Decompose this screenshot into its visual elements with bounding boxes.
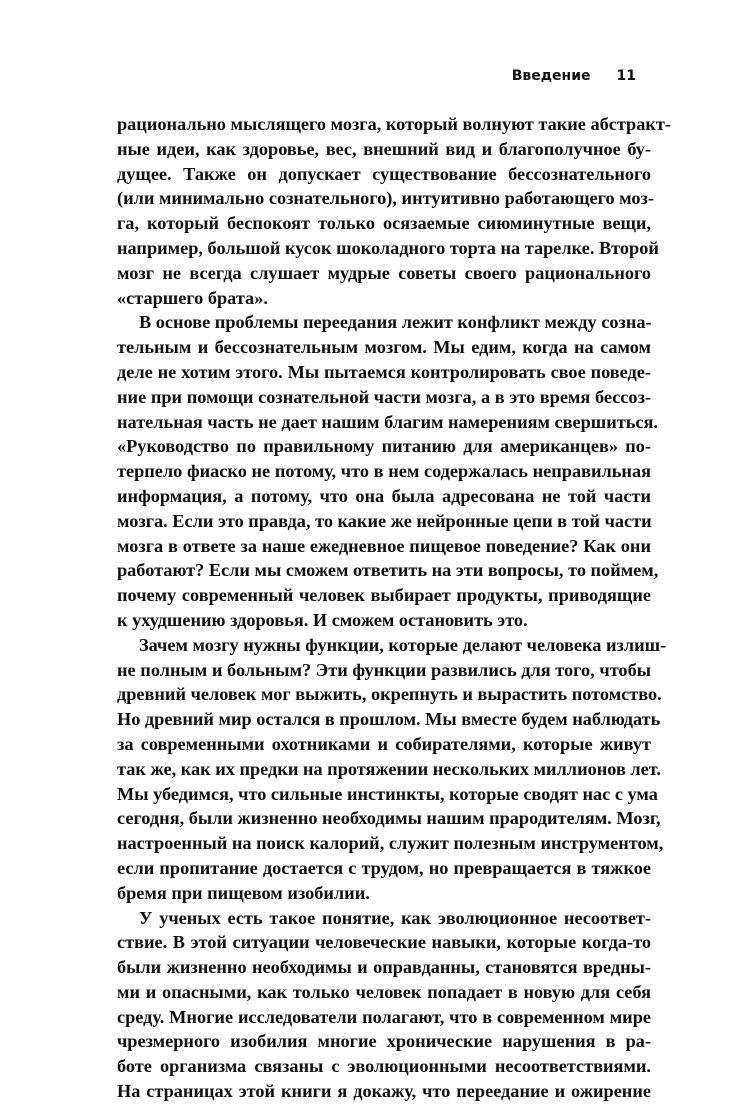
text-line: почему современный человек выбирает продукты, приводящие: [117, 585, 651, 606]
body-text: [117, 112, 671, 1104]
text-line: рационально мыслящего мозга, который волнуют такие абстракт-: [117, 114, 671, 134]
text-line: дущее. Также он допускает существование бессознательного: [117, 163, 651, 184]
text-line: мозга в ответе за наше ежедневное пищевое поведение? Как они: [117, 535, 651, 556]
text-line: га, который беспокоят только осязаемые сиюминутные вещи,: [117, 213, 651, 234]
page-number: 11: [616, 68, 636, 84]
text-line: боте организма связаны с эволюционными несоответствиями.: [117, 1056, 651, 1077]
text-line: ние при помощи сознательной части мозга, а в это время бессоз-: [117, 386, 651, 407]
text-line: терпело фиаско не потому, что в нем содержалась неправильная: [117, 461, 651, 482]
text-line: тельным и бессознательным мозгом. Мы едим, когда на самом: [117, 337, 651, 358]
text-line: древний человек мог выжить, окрепнуть и вырастить потомство.: [117, 684, 662, 705]
text-line: Зачем мозгу нужны функции, которые делают человека излиш-: [139, 634, 667, 655]
text-line: так же, как их предки на протяжении нескольких миллионов лет.: [117, 758, 661, 779]
text-line: за современными охотниками и собирателями, которые живут: [117, 733, 651, 754]
text-line: «старшего брата».: [117, 287, 268, 308]
text-line: Но древний мир остался в прошлом. Мы вместе будем наблюдать: [117, 709, 661, 730]
text-line: У ученых есть такое понятие, как эволюционное несоответ-: [139, 907, 651, 928]
text-line: к ухудшению здоровья. И сможем остановить это.: [117, 609, 528, 630]
running-header: [512, 68, 636, 84]
text-line: ми и опасными, как только человек попадает в новую для себя: [117, 981, 651, 1002]
text-line: «Руководство по правильному питанию для американцев» по-: [117, 436, 651, 457]
text-line: ные идеи, как здоровье, вес, внешний вид и благополучное бу-: [117, 138, 651, 159]
text-line: не полным и больным? Эти функции развились для того, чтобы: [117, 659, 651, 680]
text-line: Мы убедимся, что сильные инстинкты, которые сводят нас с ума: [117, 783, 658, 804]
text-line: среду. Многие исследователи полагают, что в современном мире: [117, 1006, 651, 1027]
paragraph: [117, 906, 651, 1104]
text-line: информация, а потому, что она была адресована не той части: [117, 485, 651, 506]
paragraph: [117, 310, 659, 632]
text-line: (или минимально сознательного), интуитивно работающего моз-: [117, 188, 654, 209]
text-line: мозга. Если это правда, то какие же нейронные цепи в той части: [117, 510, 652, 531]
text-line: работают? Если мы сможем ответить на эти вопросы, то поймем,: [117, 560, 659, 581]
text-line: В основе проблемы переедания лежит конфликт между созна-: [139, 312, 652, 333]
text-line: если пропитание достается с трудом, но превращается в тяжкое: [117, 857, 651, 878]
text-line: например, большой кусок шоколадного торта на тарелке. Второй: [117, 237, 659, 258]
paragraph: [117, 112, 671, 310]
text-line: настроенный на поиск калорий, служит полезным инструментом,: [117, 833, 664, 854]
paragraph: [117, 633, 667, 906]
text-line: были жизненно необходимы и оправданны, становятся вредны-: [117, 957, 651, 978]
text-line: сегодня, были жизненно необходимы нашим прародителям. Мозг,: [117, 808, 661, 829]
text-line: мозг не всегда слушает мудрые советы своего рационального: [117, 262, 651, 283]
text-line: чрезмерного изобилия многие хронические нарушения в ра-: [117, 1031, 651, 1052]
text-line: деле не хотим этого. Мы пытаемся контролировать свое поведе-: [117, 361, 651, 382]
text-line: На страницах этой книги я докажу, что переедание и ожирение: [117, 1081, 651, 1102]
text-line: ствие. В этой ситуации человеческие навыки, которые когда-то: [117, 932, 651, 953]
text-line: бремя при пищевом изобилии.: [117, 882, 370, 903]
section-title: Введение: [511, 68, 591, 84]
text-line: нательная часть не дает нашим благим намерениям свершиться.: [117, 411, 658, 432]
